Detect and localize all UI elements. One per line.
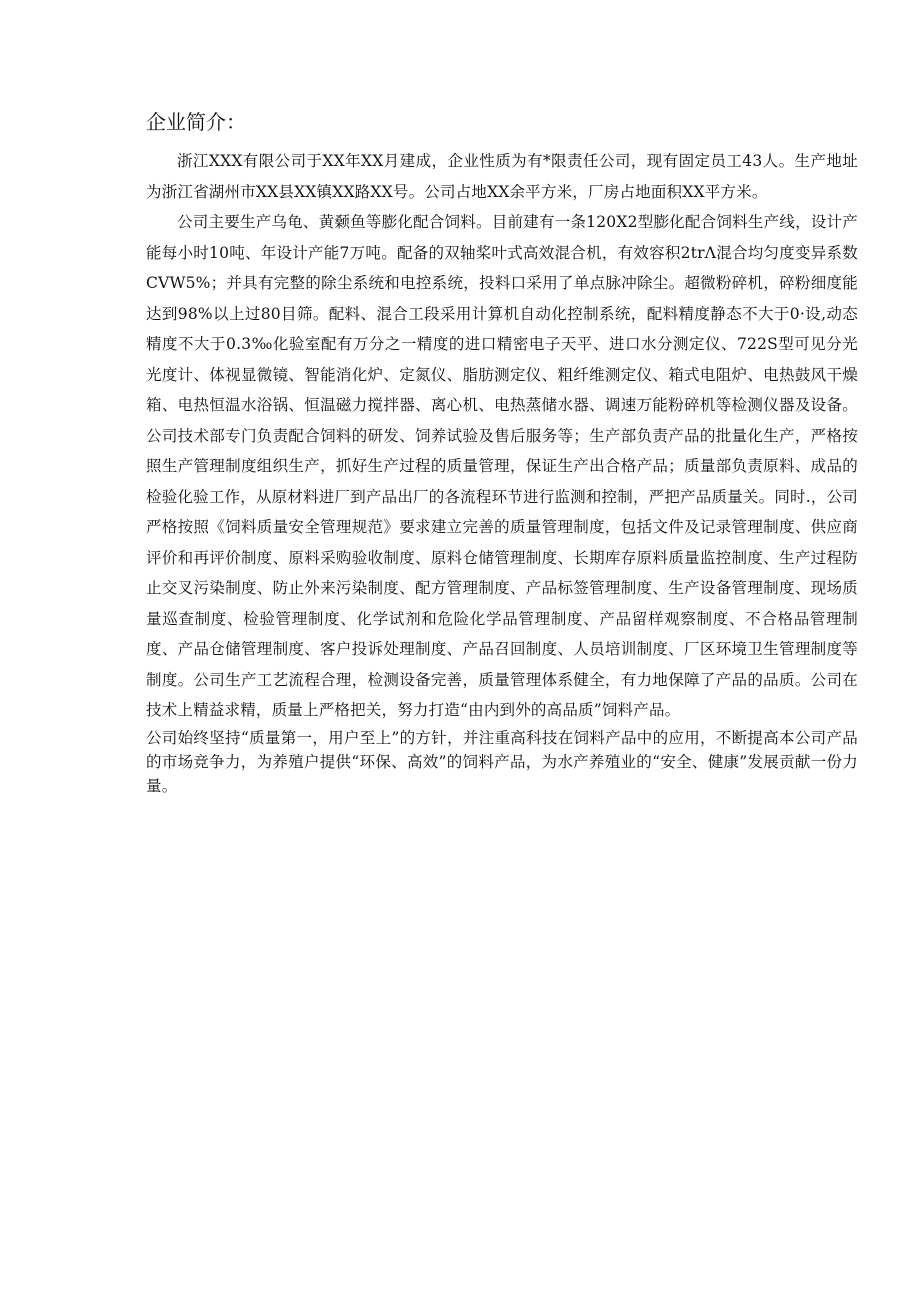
paragraph-production: 公司主要生产乌龟、黄颡鱼等膨化配合饲料。目前建有一条120X2型膨化配合饲料生产线，设计产能每小时10吨、年设计产能7万吨。配备的双轴桨叶式高效混合机，有效容积2trΛ混合均匀度变异系数CVW5%；并具有完整的除尘系统和电控系统，投料口采用了单点脉冲除尘。超微粉碎机，碎粉细度能达到98%以上过80目筛。配料、混合工段采用计算机自动化控制系统，配料精度静态不大于0·设,动态精度不大于0.3‰化验室配有万分之一精度的进口精密电子天平、进口水分测定仪、722S型可见分光光度计、体视显微镜、智能消化炉、定氮仪、脂肪测定仪、粗纤维测定仪、箱式电阻炉、电热鼓风干燥箱、电热恒温水浴锅、恒温磁力搅拌器、离心机、电热蒸储水器、调速万能粉碎机等检测仪器及设备。公司技术部专门负责配合饲料的研发、饲养试验及售后服务等；生产部负责产品的批量化生产，严格按照生产管理制度组织生产，抓好生产过程的质量管理，保证生产出合格产品；质量部负责原料、成品的检验化验工作，从原材料进厂到产品出厂的各流程环节进行监测和控制，严把产品质量关。同时.，公司严格按照《饲料质量安全管理规范》要求建立完善的质量管理制度，包括文件及记录管理制度、供应商评价和再评价制度、原料采购验收制度、原料仓储管理制度、长期库存原料质量监控制度、生产过程防止交叉污染制度、防止外来污染制度、配方管理制度、产品标签管理制度、生产设备管理制度、现场质量巡查制度、检验管理制度、化学试剂和危险化学品管理制度、产品留样观察制度、不合格品管理制度、产品仓储管理制度、客户投诉处理制度、产品召回制度、人员培训制度、厂区环境卫生管理制度等制度。公司生产工艺流程合理，检测设备完善，质量管理体系健全，有力地保障了产品的品质。公司在技术上精益求精，质量上严格把关，努力打造“由内到外的高品质”饲料产品。	[146, 213, 858, 719]
document-heading: 企业简介：	[146, 110, 246, 134]
paragraph-closing: 公司始终坚持“质量第一，用户至上”的方针，并注重高科技在饲料产品中的应用，不断提高本公司产品的市场竞争力，为养殖户提供“环保、高效”的饲料产品，为水产养殖业的“安全、健康”发展贡献一份力量。	[146, 728, 858, 795]
document-page	[146, 108, 858, 798]
paragraph-company-info: 浙江XXX有限公司于XX年XX月建成，企业性质为有*限责任公司，现有固定员工43人。生产地址为浙江省湖州市XX县XX镇XX路XX号。公司占地XX余平方米，厂房占地面积XX平方米。	[146, 152, 858, 201]
